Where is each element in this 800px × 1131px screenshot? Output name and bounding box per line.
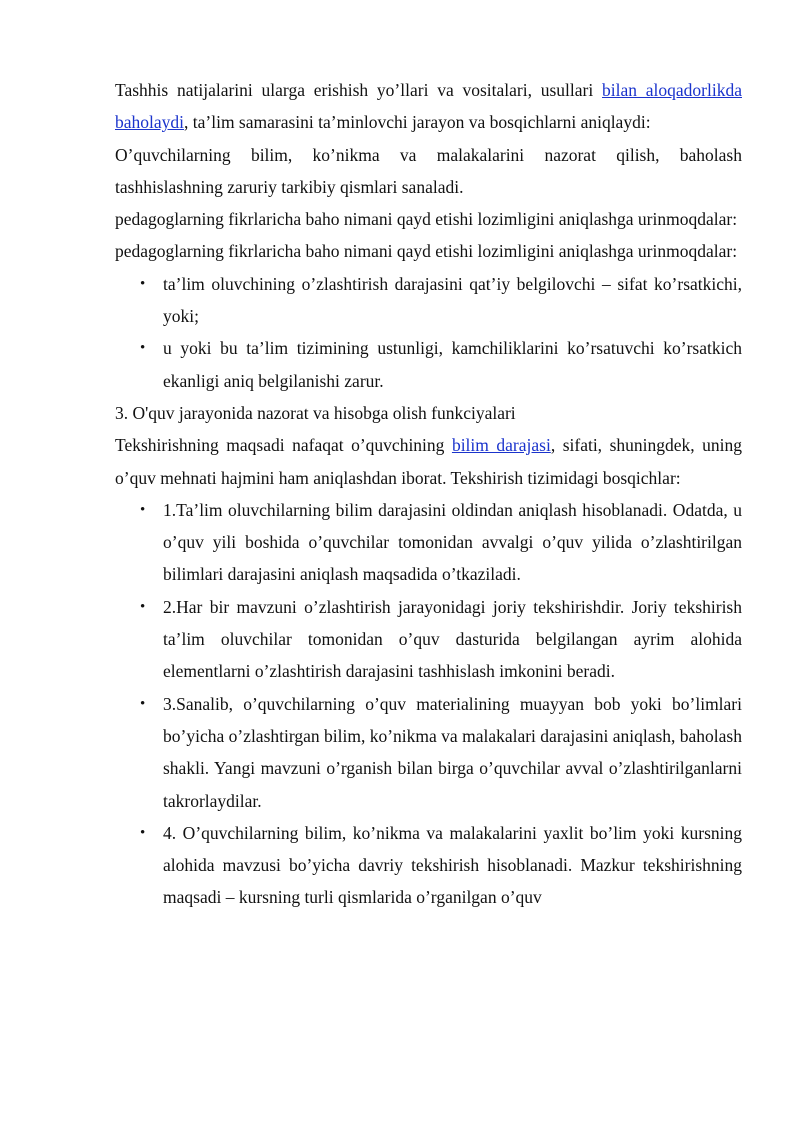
bullet-list-baho	[115, 268, 742, 397]
bullet-list-bosqichlar	[115, 494, 742, 914]
list-item-text: 4. O’quvchilarning bilim, ko’nikma va malakalarini yaxlit bo’lim yoki kursning alohida mavzusi bo’yicha davriy tekshirish hisoblanadi. Mazkur tekshirishning maqsadi – kursning turli qismlarida o’rganilgan o’quv	[163, 822, 742, 908]
list-item-text: 3.Sanalib, o’quvchilarning o’quv materialining muayyan bob yoki bo’limlari bo’yicha o’zlashtirgan bilim, ko’nikma va malakalari darajasini aniqlash, baholash shakli. Yangi mavzuni o’rganish bilan birga o’quvchilar avval o’zlashtirilganlarni takrorlaydilar.	[163, 693, 742, 811]
hyperlink-bilim-darajasi[interactable]: bilim darajasi	[451, 435, 551, 456]
paragraph-pedagoglar-1: pedagoglarning fikrlaricha baho nimani qayd etishi lozimligini aniqlashga urinmoqdalar:	[115, 209, 738, 230]
paragraph-tekshirish-text-after: , sifati, shuningdek, uning o’quv mehnati hajmini ham aniqlashdan iborat. Tekshirish tizimidagi bosqichlar:	[115, 435, 742, 488]
document-page	[115, 74, 742, 914]
list-item	[115, 817, 742, 914]
list-item	[115, 494, 742, 591]
list-item	[115, 688, 742, 817]
bullet-icon: •	[140, 695, 146, 712]
list-item-text: u yoki bu ta’lim tizimining ustunligi, kamchiliklarini ko’rsatuvchi ko’rsatkich ekanligi aniq belgilanishi zarur.	[163, 338, 742, 391]
bullet-icon: •	[140, 598, 146, 615]
paragraph-nazorat: O’quvchilarning bilim, ko’nikma va malakalarini nazorat qilish, baholash tashhislashning zaruriy tarkibiy qismlari sanaladi.	[115, 144, 742, 197]
paragraph-tekshirish	[115, 429, 742, 494]
bullet-icon: •	[140, 501, 146, 518]
paragraph-intro	[115, 74, 742, 139]
paragraph-intro-text-after: , ta’lim samarasini ta’minlovchi jarayon va bosqichlarni aniqlaydi:	[184, 112, 651, 133]
paragraph-intro-text-before: Tashhis natijalarini ularga erishish yo’llari va vositalari, usullari	[115, 80, 603, 100]
list-item-text: ta’lim oluvchining o’zlashtirish darajasini qat’iy belgilovchi – sifat ko’rsatkichi, yoki;	[163, 273, 742, 327]
bullet-icon: •	[140, 340, 146, 357]
paragraph-tekshirish-text-before: Tekshirishning maqsadi nafaqat o’quvchining	[115, 435, 452, 456]
list-item	[115, 591, 742, 688]
section-heading: 3. O'quv jarayonida nazorat va hisobga olish funkciyalari	[115, 402, 516, 423]
bullet-icon: •	[140, 275, 146, 292]
list-item	[115, 268, 742, 333]
list-item	[115, 332, 742, 397]
list-item-text: 2.Har bir mavzuni o’zlashtirish jarayonidagi joriy tekshirishdir. Joriy tekshirish ta’lim oluvchilar tomonidan o’quv dasturida belgilangan ayrim alohida elementlarni o’zlashtirish darajasini tashhislash imkonini beradi.	[163, 596, 742, 682]
bullet-icon: •	[140, 824, 146, 841]
hyperlink-aloqadorlik[interactable]: bilan aloqadorlikda baholaydi	[115, 80, 742, 133]
list-item-text: 1.Ta’lim oluvchilarning bilim darajasini oldindan aniqlash hisoblanadi. Odatda, u o’quv yili boshida o’quvchilar tomonidan avvalgi o’quv yilida o’zlashtirilgan bilimlari darajasini aniqlash maqsadida o’tkaziladi.	[163, 499, 742, 585]
paragraph-pedagoglar-2: pedagoglarning fikrlaricha baho nimani qayd etishi lozimligini aniqlashga urinmoqdalar:	[115, 241, 738, 262]
